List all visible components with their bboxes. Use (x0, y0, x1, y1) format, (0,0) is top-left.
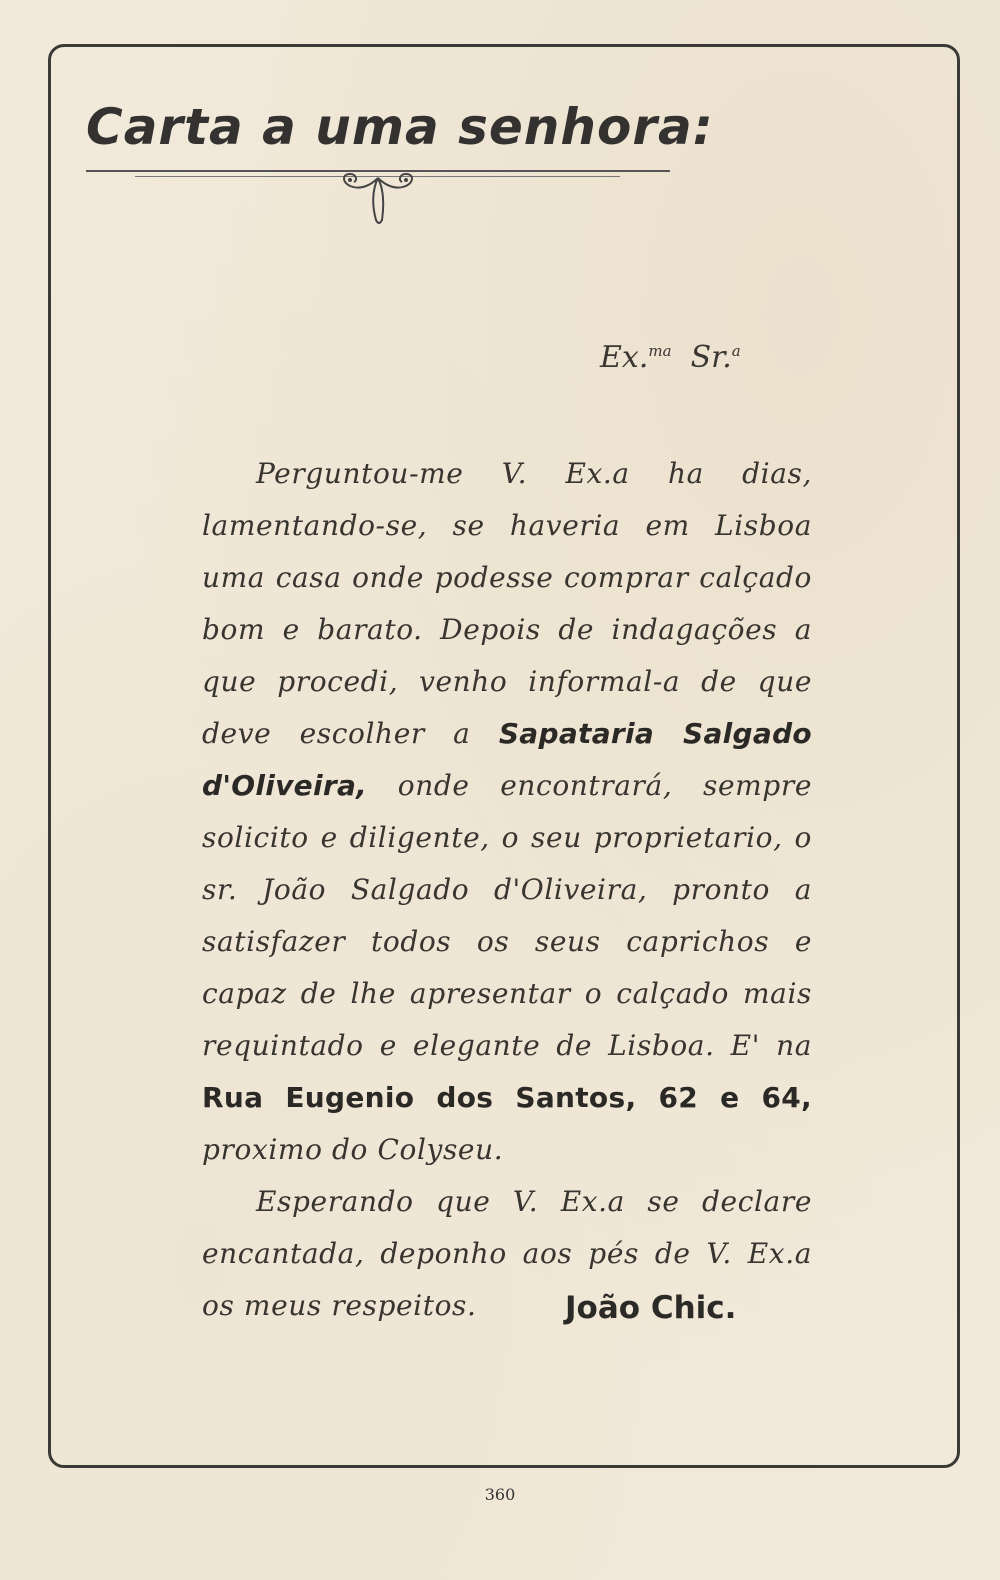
paragraph-text: proximo do Colyseu. (202, 1133, 504, 1166)
page-title: Carta a uma senhora: (86, 98, 714, 156)
salutation-ex: Ex. (600, 340, 649, 375)
salutation (600, 340, 741, 375)
paragraph-text: Esperando que V. Ex.a se declare encantada, deponho aos pés de V. Ex.a os meus respeitos. (202, 1185, 812, 1322)
page-number: 360 (484, 1485, 516, 1504)
paragraph-text: Perguntou-me V. Ex.a ha dias, lamentando-se, se haveria em Lisboa uma casa onde podesse comprar calçado bom e barato. Depois de indagações a que procedi, venho informal-a de que deve escolher a (202, 457, 812, 750)
paragraph-text: onde encontrará, sempre solicito e diligente, o seu proprietario, o sr. João Salgado d'Oliveira, pronto a satisfazer todos os seus caprichos e capaz de lhe apresentar o calçado mais requintado e elegante de Lisboa. E' na (202, 769, 812, 1062)
signature: João Chic. (565, 1290, 737, 1326)
shop-name: Sapataria Salgado d'Oliveira, (202, 717, 812, 802)
scroll-ornament-icon (336, 172, 420, 226)
letter-paragraph (202, 448, 812, 1176)
salutation-sr-superscript: a (731, 342, 741, 360)
letter-body (202, 448, 812, 1332)
salutation-ex-superscript: ma (648, 342, 672, 360)
salutation-sr: Sr. (690, 340, 732, 375)
shop-address: Rua Eugenio dos Santos, 62 e 64, (202, 1081, 812, 1114)
